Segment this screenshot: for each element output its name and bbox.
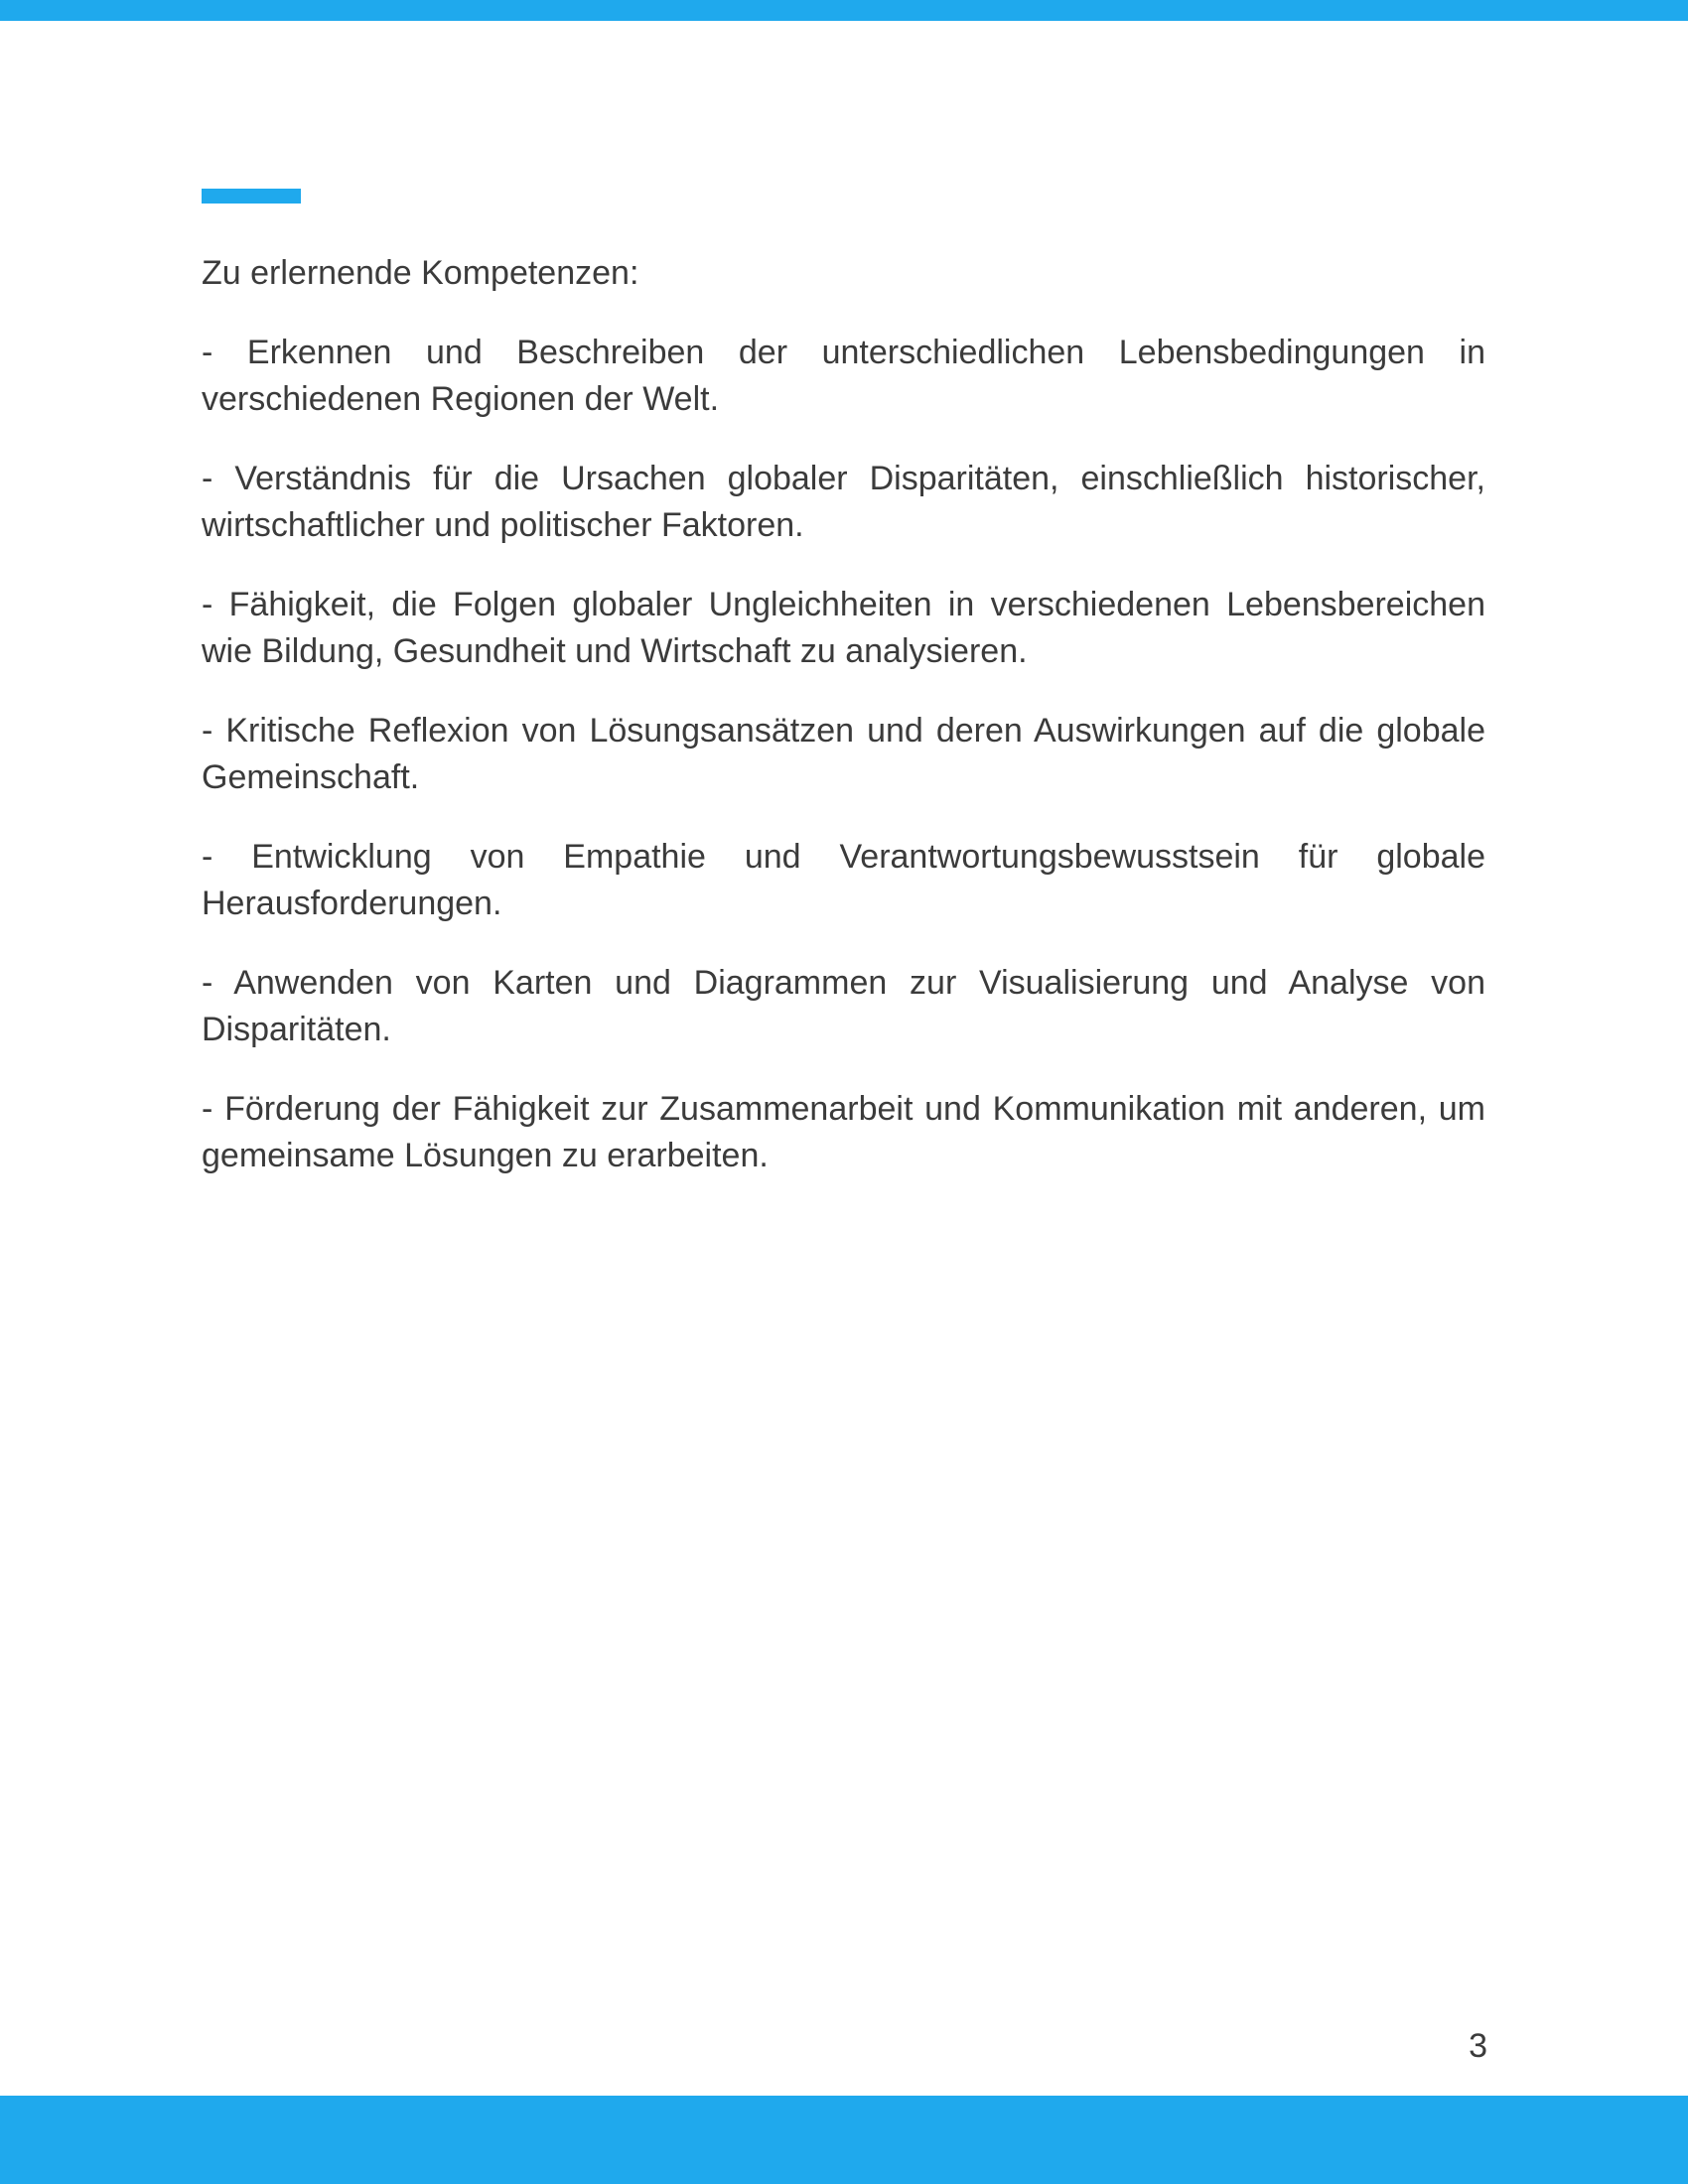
section-heading: Zu erlernende Kompetenzen: xyxy=(202,254,639,292)
competency-paragraph: - Kritische Reflexion von Lösungsansätzen und deren Auswirkungen auf die globale Gemeinschaft. xyxy=(202,712,1485,796)
competency-paragraph: - Fähigkeit, die Folgen globaler Ungleichheiten in verschiedenen Lebensbereichen wie Bildung, Gesundheit und Wirtschaft zu analysieren. xyxy=(202,586,1485,670)
document-body xyxy=(202,250,1485,1212)
page-number: 3 xyxy=(1469,2027,1487,2065)
header-bar xyxy=(0,0,1688,21)
competency-paragraph: - Verständnis für die Ursachen globaler Disparitäten, einschließlich historischer, wirtschaftlicher und politischer Faktoren. xyxy=(202,460,1485,544)
competency-paragraph: - Entwicklung von Empathie und Verantwortungsbewusstsein für globale Herausforderungen. xyxy=(202,838,1485,922)
competency-paragraph: - Förderung der Fähigkeit zur Zusammenarbeit und Kommunikation mit anderen, um gemeinsame Lösungen zu erarbeiten. xyxy=(202,1090,1485,1174)
competency-paragraph: - Anwenden von Karten und Diagrammen zur Visualisierung und Analyse von Disparitäten. xyxy=(202,964,1485,1048)
footer-bar xyxy=(0,2096,1688,2184)
heading-accent-bar xyxy=(202,189,301,204)
competency-paragraph: - Erkennen und Beschreiben der unterschiedlichen Lebensbedingungen in verschiedenen Regionen der Welt. xyxy=(202,334,1485,418)
